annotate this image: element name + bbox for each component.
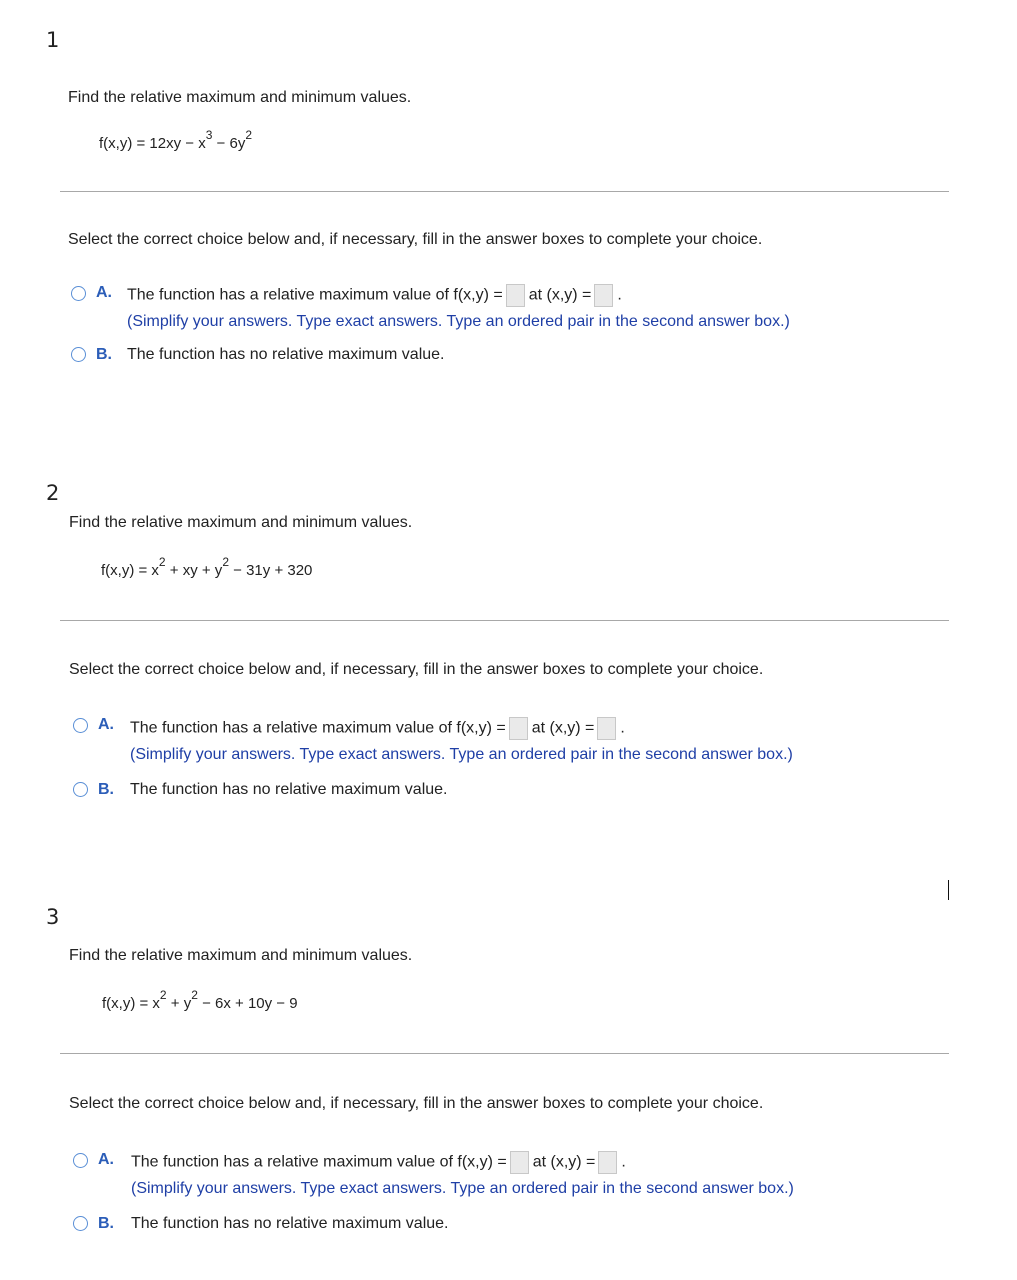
divider [60, 620, 949, 621]
function-formula: $f(x,y) = 12xy - x^3 - 6y^2$ [99, 128, 253, 152]
choice-b-text: The function has no relative maximum value. [130, 781, 448, 798]
choice-a-hint: (Simplify your answers. Type exact answers. Type an ordered pair in the second answer box.) [131, 1180, 794, 1197]
choice-b-radio[interactable] [73, 782, 88, 797]
function-formula: $f(x,y) = x^2 + y^2 - 6x + 10y - 9$ [102, 988, 298, 1012]
choice-b-letter: B. [96, 346, 112, 363]
question-number: 2 [46, 481, 60, 505]
choice-a-text: The function has a relative maximum value of f(x,y) = at (x,y) = . [127, 284, 622, 307]
point-answer-box[interactable] [594, 284, 613, 307]
choice-a-letter: A. [98, 1151, 114, 1168]
question-prompt: Find the relative maximum and minimum values. [68, 89, 412, 106]
choice-a-radio[interactable] [71, 286, 86, 301]
choice-a-hint: (Simplify your answers. Type exact answers. Type an ordered pair in the second answer box.) [127, 313, 790, 330]
choice-b-text: The function has no relative maximum value. [127, 346, 445, 363]
instruction-text: Select the correct choice below and, if necessary, fill in the answer boxes to complete your choice. [68, 231, 763, 248]
question-number: 1 [46, 28, 60, 52]
choice-a-letter: A. [98, 716, 114, 733]
choice-b-radio[interactable] [71, 347, 86, 362]
choice-b-radio[interactable] [73, 1216, 88, 1231]
divider [60, 1053, 949, 1054]
choice-a-radio[interactable] [73, 1153, 88, 1168]
question-prompt: Find the relative maximum and minimum values. [69, 947, 413, 964]
max-value-answer-box[interactable] [506, 284, 525, 307]
choice-a-text: The function has a relative maximum value of f(x,y) = at (x,y) = . [131, 1151, 626, 1174]
choice-a-radio[interactable] [73, 718, 88, 733]
max-value-answer-box[interactable] [510, 1151, 529, 1174]
choice-b-letter: B. [98, 781, 114, 798]
choice-a-text: The function has a relative maximum value of f(x,y) = at (x,y) = . [130, 717, 625, 740]
choice-a-letter: A. [96, 284, 112, 301]
divider [60, 191, 949, 192]
text-cursor [948, 880, 949, 900]
instruction-text: Select the correct choice below and, if necessary, fill in the answer boxes to complete your choice. [69, 661, 764, 678]
point-answer-box[interactable] [597, 717, 616, 740]
question-number: 3 [46, 905, 60, 929]
function-formula: $f(x,y) = x^2$ + xy + $y^2 - 31y + 320$ [101, 555, 313, 579]
instruction-text: Select the correct choice below and, if necessary, fill in the answer boxes to complete your choice. [69, 1095, 764, 1112]
choice-a-hint: (Simplify your answers. Type exact answers. Type an ordered pair in the second answer box.) [130, 746, 793, 763]
question-prompt: Find the relative maximum and minimum values. [69, 514, 413, 531]
max-value-answer-box[interactable] [509, 717, 528, 740]
point-answer-box[interactable] [598, 1151, 617, 1174]
choice-b-letter: B. [98, 1215, 114, 1232]
choice-b-text: The function has no relative maximum value. [131, 1215, 449, 1232]
